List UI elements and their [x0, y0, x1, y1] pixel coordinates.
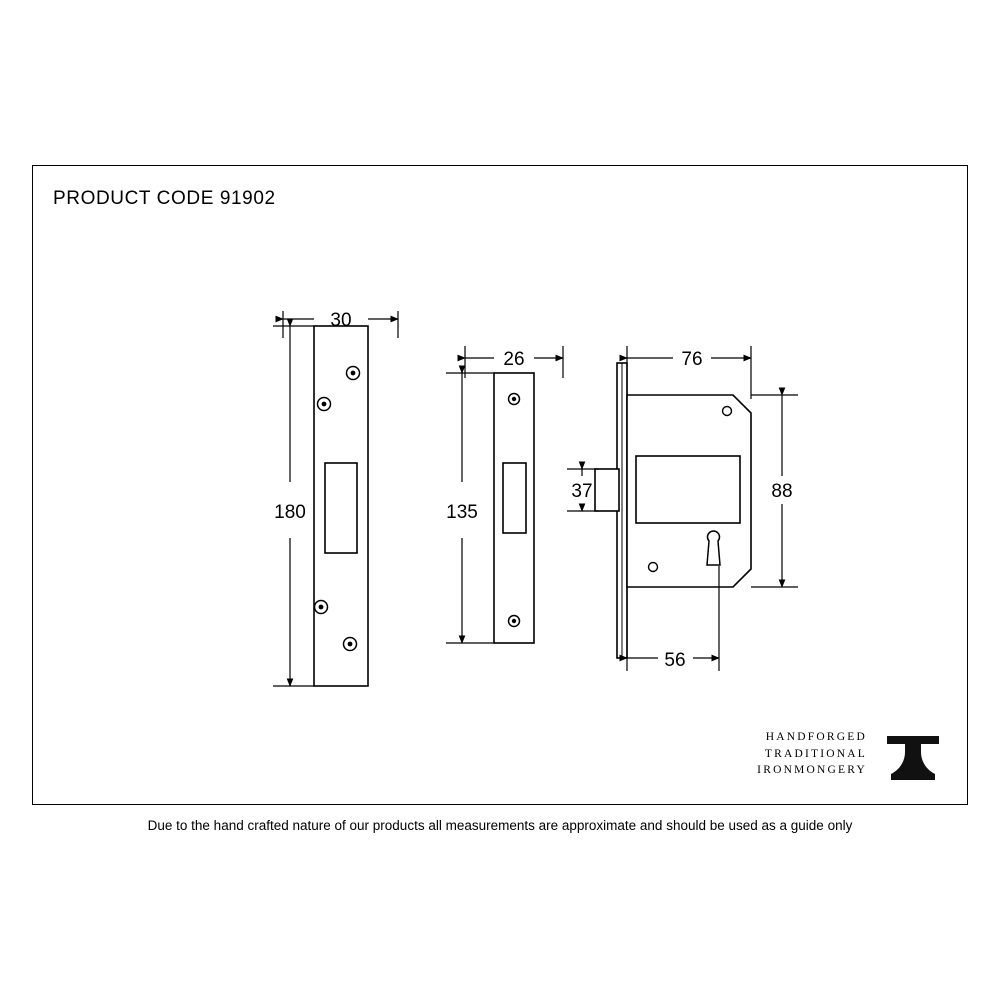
footer-disclaimer: Due to the hand crafted nature of our products all measurements are approximate and should be used as a guide only [147, 818, 853, 833]
dimension-label-26: 26 [503, 349, 525, 370]
dimension-label-135: 135 [446, 502, 478, 523]
side-case-view [595, 363, 751, 658]
dimension-label-56: 56 [664, 650, 686, 671]
drawing-sheet [32, 165, 968, 805]
technical-drawing [33, 166, 969, 806]
edge-forend-view [494, 373, 534, 643]
dimension-label-76: 76 [681, 349, 703, 370]
brand-wordmark [757, 729, 867, 779]
dimension-label-37: 37 [571, 481, 593, 502]
dimension-label-88: 88 [771, 481, 793, 502]
anvil-logo-icon [881, 722, 945, 786]
product-code-label: PRODUCT CODE 91902 [53, 188, 276, 209]
brand-line-2: TRADITIONAL [764, 747, 867, 760]
dimension-label-30: 30 [330, 310, 352, 331]
front-faceplate-view [314, 326, 368, 686]
dimension-label-180: 180 [274, 502, 306, 523]
brand-line-1: HANDFORGED [765, 730, 867, 743]
brand-block [757, 722, 945, 786]
brand-line-3: IRONMONGERY [757, 764, 867, 777]
